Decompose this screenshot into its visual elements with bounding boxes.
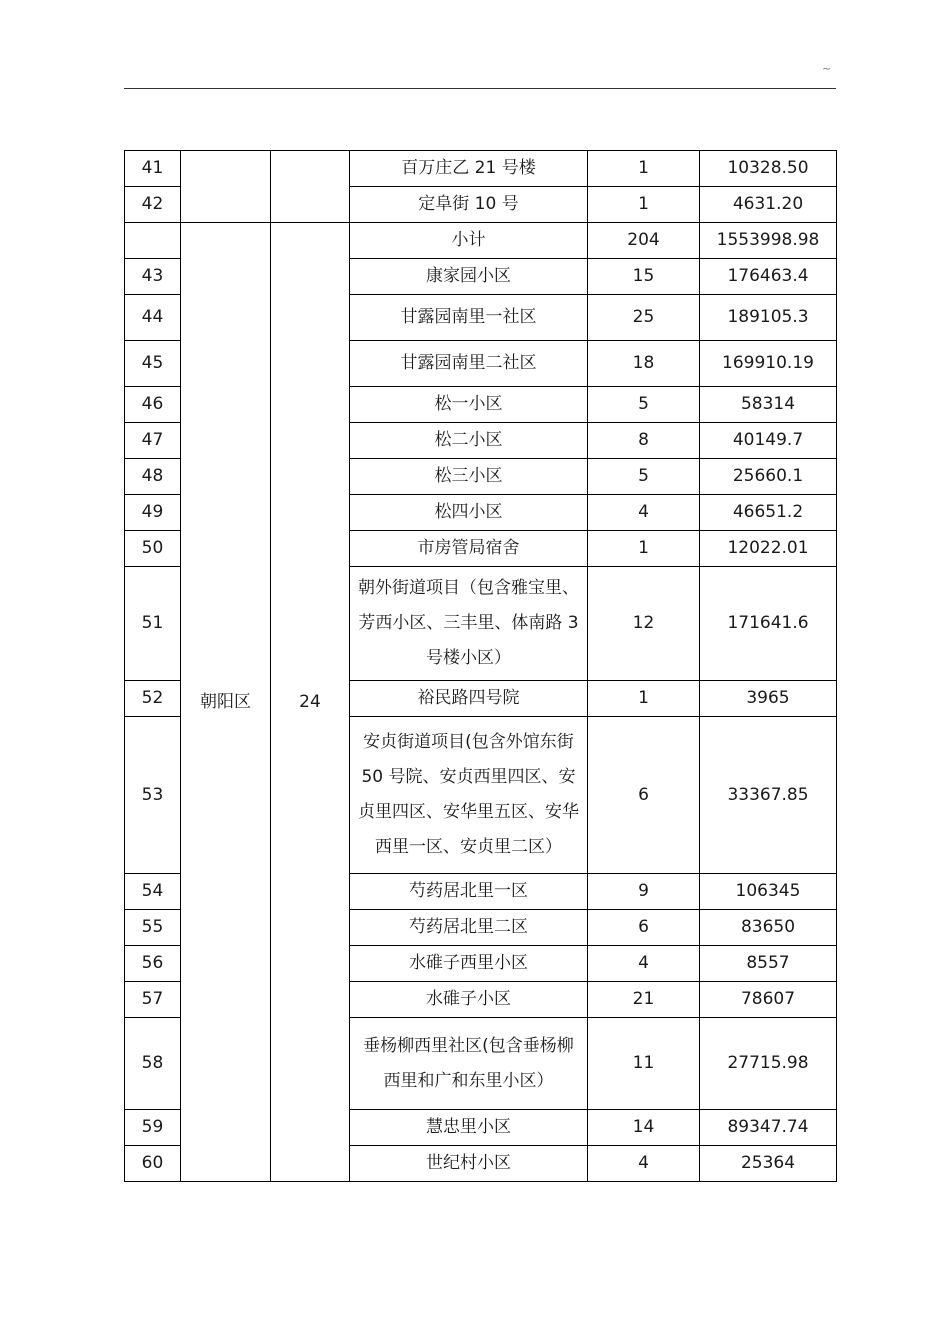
area-value: 25660.1 — [700, 459, 837, 495]
project-name: 水碓子西里小区 — [350, 946, 588, 982]
area-value: 83650 — [700, 910, 837, 946]
building-count: 204 — [588, 223, 700, 259]
area-value: 27715.98 — [700, 1018, 837, 1110]
building-count: 1 — [588, 531, 700, 567]
header-rule — [124, 88, 836, 89]
building-count: 4 — [588, 495, 700, 531]
row-number: 60 — [125, 1146, 181, 1182]
area-value: 40149.7 — [700, 423, 837, 459]
building-count: 11 — [588, 1018, 700, 1110]
area-value: 1553998.98 — [700, 223, 837, 259]
row-number: 45 — [125, 341, 181, 387]
row-number: 46 — [125, 387, 181, 423]
building-count: 25 — [588, 295, 700, 341]
project-name: 松四小区 — [350, 495, 588, 531]
row-number: 51 — [125, 567, 181, 681]
row-number: 49 — [125, 495, 181, 531]
row-number: 56 — [125, 946, 181, 982]
data-table — [124, 150, 837, 1182]
area-value: 10328.50 — [700, 151, 837, 187]
project-name: 市房管局宿舍 — [350, 531, 588, 567]
project-name: 朝外街道项目（包含雅宝里、芳西小区、三丰里、体南路 3 号楼小区） — [350, 567, 588, 681]
area-value: 33367.85 — [700, 717, 837, 874]
building-count: 4 — [588, 1146, 700, 1182]
building-count: 12 — [588, 567, 700, 681]
row-number: 53 — [125, 717, 181, 874]
district-name: 朝阳区 — [181, 223, 271, 1182]
area-value: 58314 — [700, 387, 837, 423]
row-number: 55 — [125, 910, 181, 946]
project-name: 甘露园南里一社区 — [350, 295, 588, 341]
area-value: 176463.4 — [700, 259, 837, 295]
row-number: 54 — [125, 874, 181, 910]
area-value: 8557 — [700, 946, 837, 982]
row-number: 41 — [125, 151, 181, 187]
count-cell-empty — [271, 151, 350, 223]
project-name: 芍药居北里一区 — [350, 874, 588, 910]
project-name: 定阜街 10 号 — [350, 187, 588, 223]
building-count: 6 — [588, 717, 700, 874]
project-name: 裕民路四号院 — [350, 681, 588, 717]
project-name: 松三小区 — [350, 459, 588, 495]
building-count: 4 — [588, 946, 700, 982]
building-count: 6 — [588, 910, 700, 946]
area-value: 4631.20 — [700, 187, 837, 223]
building-count: 8 — [588, 423, 700, 459]
area-value: 3965 — [700, 681, 837, 717]
project-name: 垂杨柳西里社区(包含垂杨柳西里和广和东里小区） — [350, 1018, 588, 1110]
row-number: 59 — [125, 1110, 181, 1146]
building-count: 5 — [588, 387, 700, 423]
building-count: 14 — [588, 1110, 700, 1146]
row-number: 47 — [125, 423, 181, 459]
row-number: 57 — [125, 982, 181, 1018]
row-number: 44 — [125, 295, 181, 341]
row-number: 43 — [125, 259, 181, 295]
area-value: 171641.6 — [700, 567, 837, 681]
project-name: 松二小区 — [350, 423, 588, 459]
area-value: 78607 — [700, 982, 837, 1018]
table-row — [125, 151, 837, 187]
row-number: 52 — [125, 681, 181, 717]
project-name: 小计 — [350, 223, 588, 259]
building-count: 15 — [588, 259, 700, 295]
district-cell-empty — [181, 151, 271, 223]
area-value: 46651.2 — [700, 495, 837, 531]
project-name: 松一小区 — [350, 387, 588, 423]
project-name: 康家园小区 — [350, 259, 588, 295]
building-count: 1 — [588, 187, 700, 223]
project-name: 甘露园南里二社区 — [350, 341, 588, 387]
building-count: 5 — [588, 459, 700, 495]
project-name: 百万庄乙 21 号楼 — [350, 151, 588, 187]
area-value: 189105.3 — [700, 295, 837, 341]
row-number: 48 — [125, 459, 181, 495]
building-count: 9 — [588, 874, 700, 910]
project-name: 慧忠里小区 — [350, 1110, 588, 1146]
row-number — [125, 223, 181, 259]
project-name: 安贞街道项目(包含外馆东街 50 号院、安贞西里四区、安贞里四区、安华里五区、安华西里一区、安贞里二区） — [350, 717, 588, 874]
table-row-subtotal — [125, 223, 837, 259]
district-count: 24 — [271, 223, 350, 1182]
area-value: 169910.19 — [700, 341, 837, 387]
row-number: 58 — [125, 1018, 181, 1110]
building-count: 1 — [588, 151, 700, 187]
row-number: 50 — [125, 531, 181, 567]
building-count: 1 — [588, 681, 700, 717]
area-value: 106345 — [700, 874, 837, 910]
project-name: 芍药居北里二区 — [350, 910, 588, 946]
building-count: 21 — [588, 982, 700, 1018]
project-name: 水碓子小区 — [350, 982, 588, 1018]
building-count: 18 — [588, 341, 700, 387]
project-name: 世纪村小区 — [350, 1146, 588, 1182]
area-value: 89347.74 — [700, 1110, 837, 1146]
header-mark: ~ — [822, 62, 832, 75]
area-value: 12022.01 — [700, 531, 837, 567]
area-value: 25364 — [700, 1146, 837, 1182]
row-number: 42 — [125, 187, 181, 223]
